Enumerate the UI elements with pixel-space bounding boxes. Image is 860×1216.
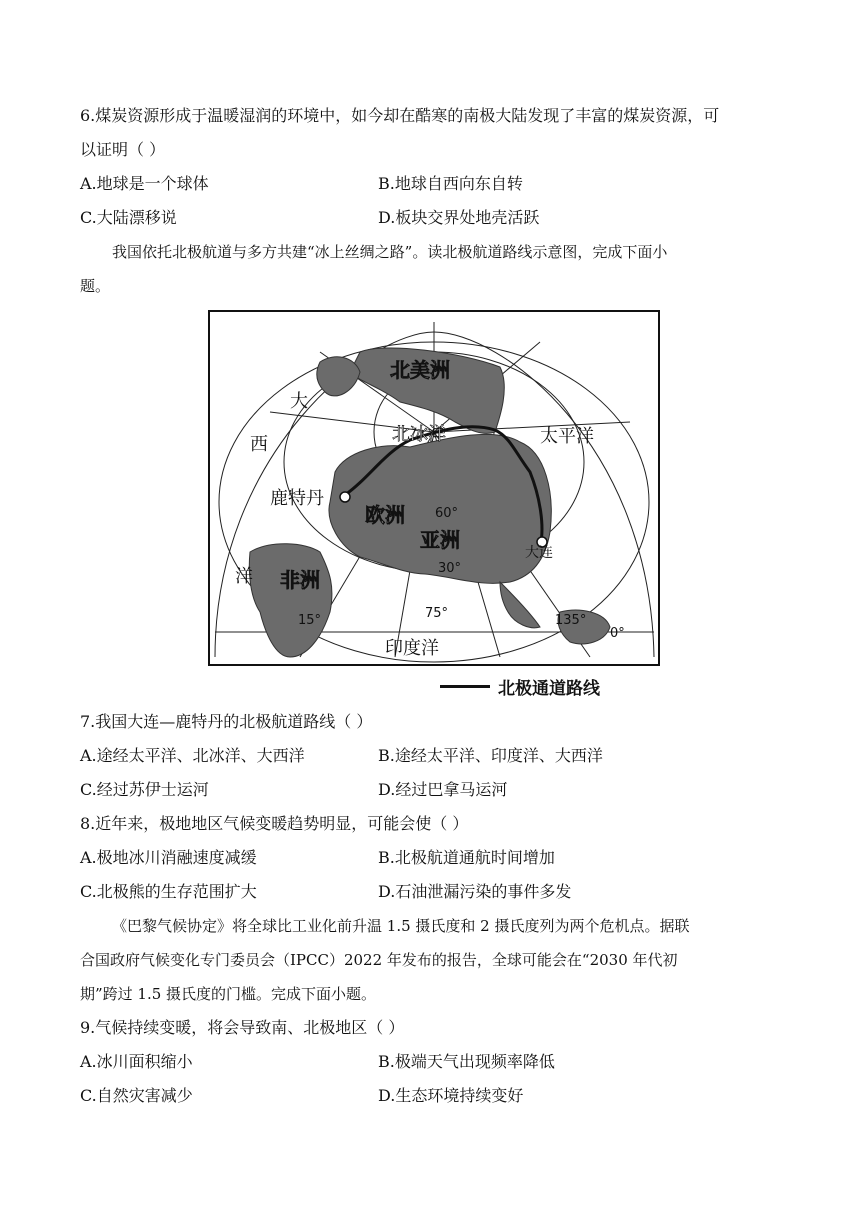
intro1-line2: 题。 xyxy=(80,277,111,295)
label-africa: 非洲 xyxy=(280,568,320,592)
q7-stem: 7.我国大连—鹿特丹的北极航道路线（ ） xyxy=(80,712,373,731)
legend-label: 北极通道路线 xyxy=(498,678,600,699)
q8-option-c: C.北极熊的生存范围扩大 xyxy=(80,882,257,901)
label-lat0: 0° xyxy=(610,626,625,641)
q6-option-c: C.大陆漂移说 xyxy=(80,208,177,227)
intro1-line1: 我国依托北极航道与多方共建“冰上丝绸之路”。读北极航道路线示意图，完成下面小 xyxy=(112,243,668,261)
intro2-line1: 《巴黎气候协定》将全球比工业化前升温 1.5 摄氏度和 2 摄氏度列为两个危机点。据联 xyxy=(112,917,690,935)
greenland-shape xyxy=(317,357,360,396)
q7-option-b: B.途经太平洋、印度洋、大西洋 xyxy=(378,746,603,765)
label-atlantic-3: 洋 xyxy=(235,566,253,587)
label-rotterdam: 鹿特丹 xyxy=(270,488,324,509)
rotterdam-marker xyxy=(340,492,350,502)
q8-stem: 8.近年来，极地地区气候变暖趋势明显，可能会使（ ） xyxy=(80,814,469,833)
africa-shape xyxy=(249,544,332,657)
map-legend xyxy=(440,674,600,698)
q7-option-d: D.经过巴拿马运河 xyxy=(378,780,508,799)
q8-option-a: A.极地冰川消融速度减缓 xyxy=(80,848,257,867)
q9-stem: 9.气候持续变暖，将会导致南、北极地区（ ） xyxy=(80,1018,405,1037)
map-svg xyxy=(210,312,658,664)
label-pacific: 太平洋 xyxy=(540,426,594,447)
label-lon15: 15° xyxy=(298,613,322,628)
intro2-line2: 合国政府气候变化专门委员会（IPCC）2022 年发布的报告，全球可能会在“2030 年代初 xyxy=(80,951,678,969)
q8-option-b: B.北极航道通航时间增加 xyxy=(378,848,555,867)
q6-option-d: D.板块交界处地壳活跃 xyxy=(378,208,540,227)
q6-option-a: A.地球是一个球体 xyxy=(80,174,209,193)
label-lon75: 75° xyxy=(425,606,449,621)
label-indian: 印度洋 xyxy=(385,638,439,659)
q9-option-d: D.生态环境持续变好 xyxy=(378,1086,524,1105)
legend-route-swatch xyxy=(440,685,490,688)
arctic-route-map xyxy=(208,310,660,666)
label-atlantic-1: 大 xyxy=(290,391,308,412)
label-lon135: 135° xyxy=(555,613,587,628)
q7-option-a: A.途经太平洋、北冰洋、大西洋 xyxy=(80,746,305,765)
q6-option-b: B.地球自西向东自转 xyxy=(378,174,523,193)
intro2-line3: 期”跨过 1.5 摄氏度的门槛。完成下面小题。 xyxy=(80,985,377,1003)
indochina-shape xyxy=(500,582,540,628)
q7-option-c: C.经过苏伊士运河 xyxy=(80,780,209,799)
label-europe: 欧洲 xyxy=(365,503,405,527)
q8-option-d: D.石油泄漏污染的事件多发 xyxy=(378,882,572,901)
label-lat60: 60° xyxy=(435,506,459,521)
q9-option-b: B.极端天气出现频率降低 xyxy=(378,1052,555,1071)
label-atlantic-2: 西 xyxy=(250,434,268,455)
label-arctic: 北冰洋 xyxy=(392,424,446,445)
q9-option-c: C.自然灾害减少 xyxy=(80,1086,193,1105)
label-lat30: 30° xyxy=(438,561,462,576)
label-asia: 亚洲 xyxy=(420,528,460,552)
q6-stem-line2: 以证明（ ） xyxy=(80,140,166,159)
q6-stem-line1: 6.煤炭资源形成于温暖湿润的环境中，如今却在酷寒的南极大陆发现了丰富的煤炭资源，可 xyxy=(80,106,720,125)
label-north-america: 北美洲 xyxy=(390,358,450,382)
label-dalian: 大连 xyxy=(525,545,553,561)
q9-option-a: A.冰川面积缩小 xyxy=(80,1052,193,1071)
